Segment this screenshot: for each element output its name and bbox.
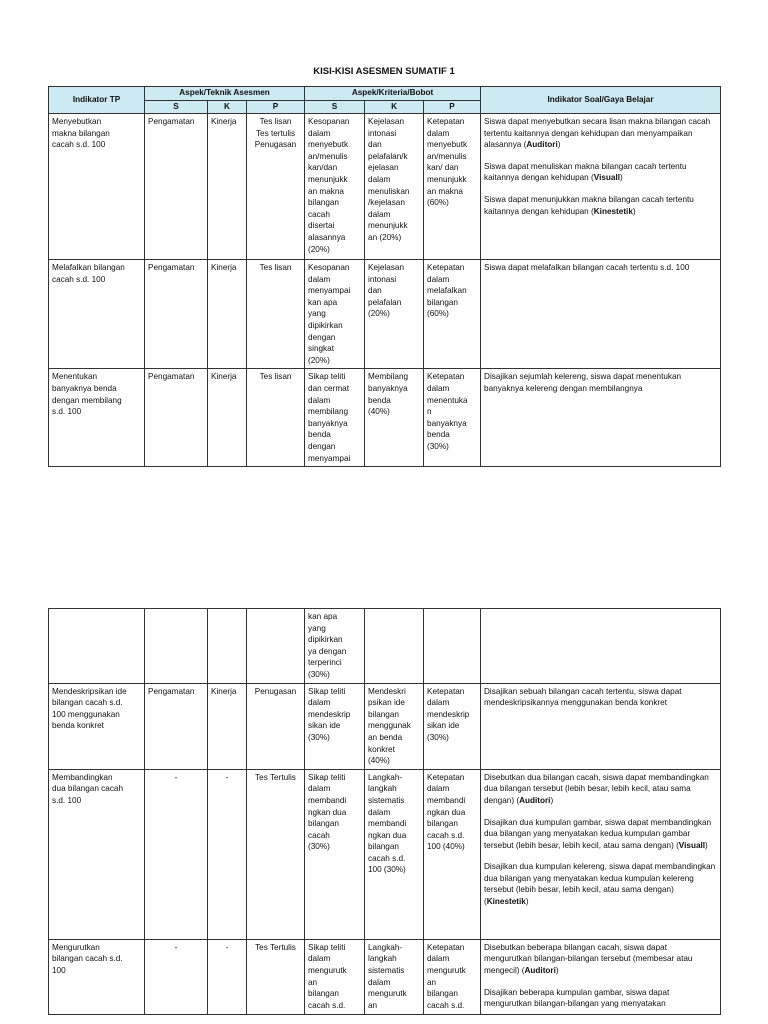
teknik-k-cell: Kinerja [208,114,247,260]
header-aspek-teknik: Aspek/Teknik Asesmen [145,87,305,101]
teknik-k-cell: - [208,769,247,939]
assessment-table-page-1 [48,86,721,467]
header-kriteria-k: K [365,100,424,114]
kriteria-k-cell: Langkah- langkah sistematis dalam membandi ngkan dua bilangan cacah s.d. 100 (30%) [365,769,424,939]
table-row [49,769,721,939]
teknik-s-cell: - [145,769,208,939]
indikator-tp-cell [49,609,145,684]
indikator-soal-cell [481,769,721,939]
kriteria-s-cell: Sikap teliti dalam mendeskrip sikan ide (30%) [305,683,365,769]
soal-text: Disebutkan beberapa bilangan cacah, siswa dapat mengurutkan bilangan-bilangan tersebut (membesar atau mengecil) (Auditori) [484,942,693,975]
kriteria-s-cell: Sikap teliti dalam membandi ngkan dua bilangan cacah (30%) [305,769,365,939]
kriteria-p-cell: Ketepatan dalam membandi ngkan dua bilangan cacah s.d. 100 (40%) [424,769,481,939]
teknik-p-cell: Tes lisan [247,260,305,369]
teknik-s-cell: Pengamatan [145,369,208,467]
assessment-table-page-2 [48,608,721,1015]
indikator-soal-cell [481,260,721,369]
header-indikator-tp: Indikator TP [49,87,145,114]
kriteria-p-cell: Ketepatan dalam mengurutk an bilangan cacah s.d. [424,939,481,1014]
soal-text: Disajikan beberapa kumpulan gambar, siswa dapat mengurutkan bilangan-bilangan yang menyatakan [484,987,670,1009]
teknik-k-cell: Kinerja [208,260,247,369]
kriteria-s-cell: kan apa yang dipikirkan ya dengan terperinci (30%) [305,609,365,684]
indikator-tp-cell: Mengurutkan bilangan cacah s.d. 100 [49,939,145,1014]
soal-text: Disajikan sejumlah kelereng, siswa dapat menentukan banyaknya kelereng dengan membilangnya [484,372,682,393]
learning-style-tag: Visuall [678,840,706,850]
table-row [49,260,721,369]
learning-style-tag: Auditori [519,795,551,805]
kriteria-s-cell: Sikap teliti dan cermat dalam membilang banyaknya benda dengan menyampai [305,369,365,467]
teknik-s-cell [145,609,208,684]
teknik-s-cell: Pengamatan [145,260,208,369]
soal-text: Siswa dapat menuliskan makna bilangan cacah tertentu kaitannya dengan kehidupan (Visuall) [484,161,687,183]
indikator-tp-cell: Membandingkan dua bilangan cacah s.d. 100 [49,769,145,939]
document-title: KISI-KISI ASESMEN SUMATIF 1 [313,66,455,77]
soal-text: Disajikan dua kumpulan kelereng, siswa dapat membandingkan dua bilangan yang menyatakan kedua kumpulan kelereng tersebut (lebih besar, lebih kecil, atau sama dengan) (Kinestetik) [484,862,716,907]
indikator-tp-cell: Melafalkan bilangan cacah s.d. 100 [49,260,145,369]
kriteria-k-cell [365,609,424,684]
table-row [49,939,721,1014]
indikator-soal-cell [481,369,721,467]
teknik-k-cell: Kinerja [208,683,247,769]
teknik-s-cell: Pengamatan [145,683,208,769]
kriteria-p-cell: Ketepatan dalam menentuka n banyaknya benda (30%) [424,369,481,467]
kriteria-p-cell: Ketepatan dalam melafalkan bilangan (60%) [424,260,481,369]
kriteria-k-cell: Kejelasan intonasi dan pelafalan (20%) [365,260,424,369]
learning-style-tag: Auditori [526,140,558,150]
teknik-p-cell [247,609,305,684]
indikator-soal-cell [481,609,721,684]
kriteria-k-cell: Kejelasan intonasi dan pelafalan/k ejelasan dalam menuliskan /kejelasan dalam menunjukk an (20%) [365,114,424,260]
kriteria-k-cell: Mendeskri psikan ide bilangan menggunak an benda konkret (40%) [365,683,424,769]
soal-text: Siswa dapat menyebutkan secara lisan makna bilangan cacah tertentu kaitannya dengan kehidupan dan menyampaikan alasannya (Auditori) [484,117,711,150]
teknik-p-cell: Tes lisan [247,369,305,467]
kriteria-s-cell: Sikap teliti dalam mengurutk an bilangan cacah s.d. [305,939,365,1014]
header-teknik-k: K [208,100,247,114]
soal-text: Disajikan dua kumpulan gambar, siswa dapat membandingkan dua bilangan yang menyatakan kedua kumpulan gambar tersebut (lebih besar, lebih kecil, atau sama dengan) (Visuall) [484,817,712,850]
teknik-p-cell: Penugasan [247,683,305,769]
teknik-p-cell: Tes Tertulis [247,939,305,1014]
table-row [49,609,721,684]
kriteria-k-cell: Langkah- langkah sistematis dalam mengurutk an [365,939,424,1014]
teknik-p-cell: Tes lisan Tes tertulis Penugasan [247,114,305,260]
header-teknik-s: S [145,100,208,114]
header-kriteria-s: S [305,100,365,114]
header-aspek-kriteria: Aspek/Kriteria/Bobot [305,87,481,101]
learning-style-tag: Auditori [524,965,556,975]
kriteria-s-cell: Kesopanan dalam menyampai kan apa yang dipikirkan dengan singkat (20%) [305,260,365,369]
header-indikator-soal: Indikator Soal/Gaya Belajar [481,87,721,114]
indikator-tp-cell: Mendeskripsikan ide bilangan cacah s.d. 100 menggunakan benda konkret [49,683,145,769]
table-row [49,369,721,467]
kriteria-s-cell: Kesopanan dalam menyebutk an/menulis kan/dan menunjukk an makna bilangan cacah disertai alasannya (20%) [305,114,365,260]
soal-text: Disajikan sebuah bilangan cacah tertentu, siswa dapat mendeskripsikannya menggunakan benda konkret [484,686,682,708]
soal-text: Disebutkan dua bilangan cacah, siswa dapat membandingkan dua bilangan tersebut (lebih besar, lebih kecil, atau sama dengan) (Auditori) [484,772,709,805]
kriteria-k-cell: Membilang banyaknya benda (40%) [365,369,424,467]
learning-style-tag: Kinestetik [593,206,633,216]
teknik-k-cell: - [208,939,247,1014]
teknik-s-cell: Pengamatan [145,114,208,260]
teknik-k-cell [208,609,247,684]
header-teknik-p: P [247,100,305,114]
soal-text: Siswa dapat menunjukkan makna bilangan cacah tertentu kaitannya dengan kehidupan (Kinestetik) [484,194,694,216]
table-row [49,683,721,769]
header-kriteria-p: P [424,100,481,114]
learning-style-tag: Kinestetik [486,897,526,907]
kriteria-p-cell: Ketepatan dalam menyebutk an/menulis kan/ dan menunjukk an makna (60%) [424,114,481,260]
indikator-soal-cell [481,114,721,260]
soal-text: Siswa dapat melafalkan bilangan cacah tertentu s.d. 100 [484,263,690,272]
indikator-tp-cell: Menyebutkan makna bilangan cacah s.d. 100 [49,114,145,260]
teknik-p-cell: Tes Tertulis [247,769,305,939]
indikator-soal-cell [481,683,721,769]
learning-style-tag: Visuall [593,173,620,183]
kriteria-p-cell: Ketepatan dalam mendeskrip sikan ide (30%) [424,683,481,769]
teknik-s-cell: - [145,939,208,1014]
table-row [49,114,721,260]
kriteria-p-cell [424,609,481,684]
teknik-k-cell: Kinerja [208,369,247,467]
indikator-tp-cell: Menentukan banyaknya benda dengan membilang s.d. 100 [49,369,145,467]
indikator-soal-cell [481,939,721,1014]
